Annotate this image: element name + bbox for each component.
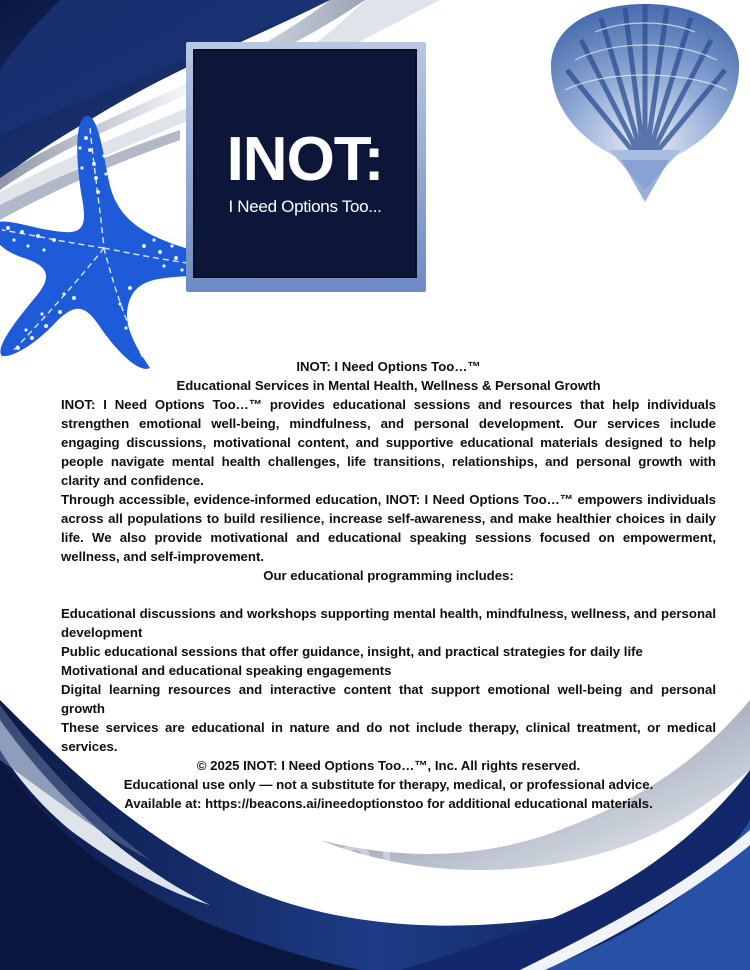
programming-title: Our educational programming includes: (263, 568, 514, 583)
disclaimer: Educational use only — not a substitute for therapy, medical, or professional advice. (123, 777, 654, 792)
watermark-title: INOT (289, 836, 401, 889)
copyright-notice: © 2025 INOT: I Need Options Too…™, Inc. All rights reserved. (196, 758, 581, 773)
list-item: Digital learning resources and interactive content that support emotional well-being and personal growth (61, 682, 716, 716)
seashell-image (545, 0, 745, 205)
paragraph-mission: Through accessible, evidence-informed education, INOT: I Need Options Too…™ empowers individuals across all populations to build resilience, increase self-awareness, and make healthier choices in daily life. We also provide motivational and educational speaking sessions focused on empowerment, wellness, and self-improvement. (61, 492, 716, 564)
logo-box (186, 42, 426, 292)
logo-title: INOT: (226, 125, 384, 194)
subheading: Educational Services in Mental Health, Wellness & Personal Growth (176, 378, 601, 393)
main-content (61, 357, 716, 813)
list-item: These services are educational in nature and do not include therapy, clinical treatment, or medical services. (61, 720, 716, 754)
spacer (61, 585, 716, 604)
list-item: Motivational and educational speaking engagements (61, 663, 392, 678)
list-item: Public educational sessions that offer guidance, insight, and practical strategies for daily life (61, 644, 643, 659)
watermark-subtitle: I Need Options Too... (293, 888, 397, 900)
heading: INOT: I Need Options Too…™ (296, 359, 481, 374)
availability-link[interactable]: Available at: https://beacons.ai/ineedoptionstoo for additional educational materials. (124, 796, 653, 811)
paragraph-intro: INOT: I Need Options Too…™ provides educational sessions and resources that help individuals strengthen emotional well-being, mindfulness, and personal development. Our services include engaging discussions, motivational content, and supportive educational materials designed to help people navigate mental health challenges, life transitions, relationships, and personal growth with clarity and confidence. (61, 397, 716, 488)
watermark-logo (270, 838, 420, 900)
logo-panel (193, 49, 417, 278)
list-item: Educational discussions and workshops supporting mental health, mindfulness, wellness, and personal development (61, 606, 716, 640)
logo-subtitle: I Need Options Too... (228, 197, 382, 216)
